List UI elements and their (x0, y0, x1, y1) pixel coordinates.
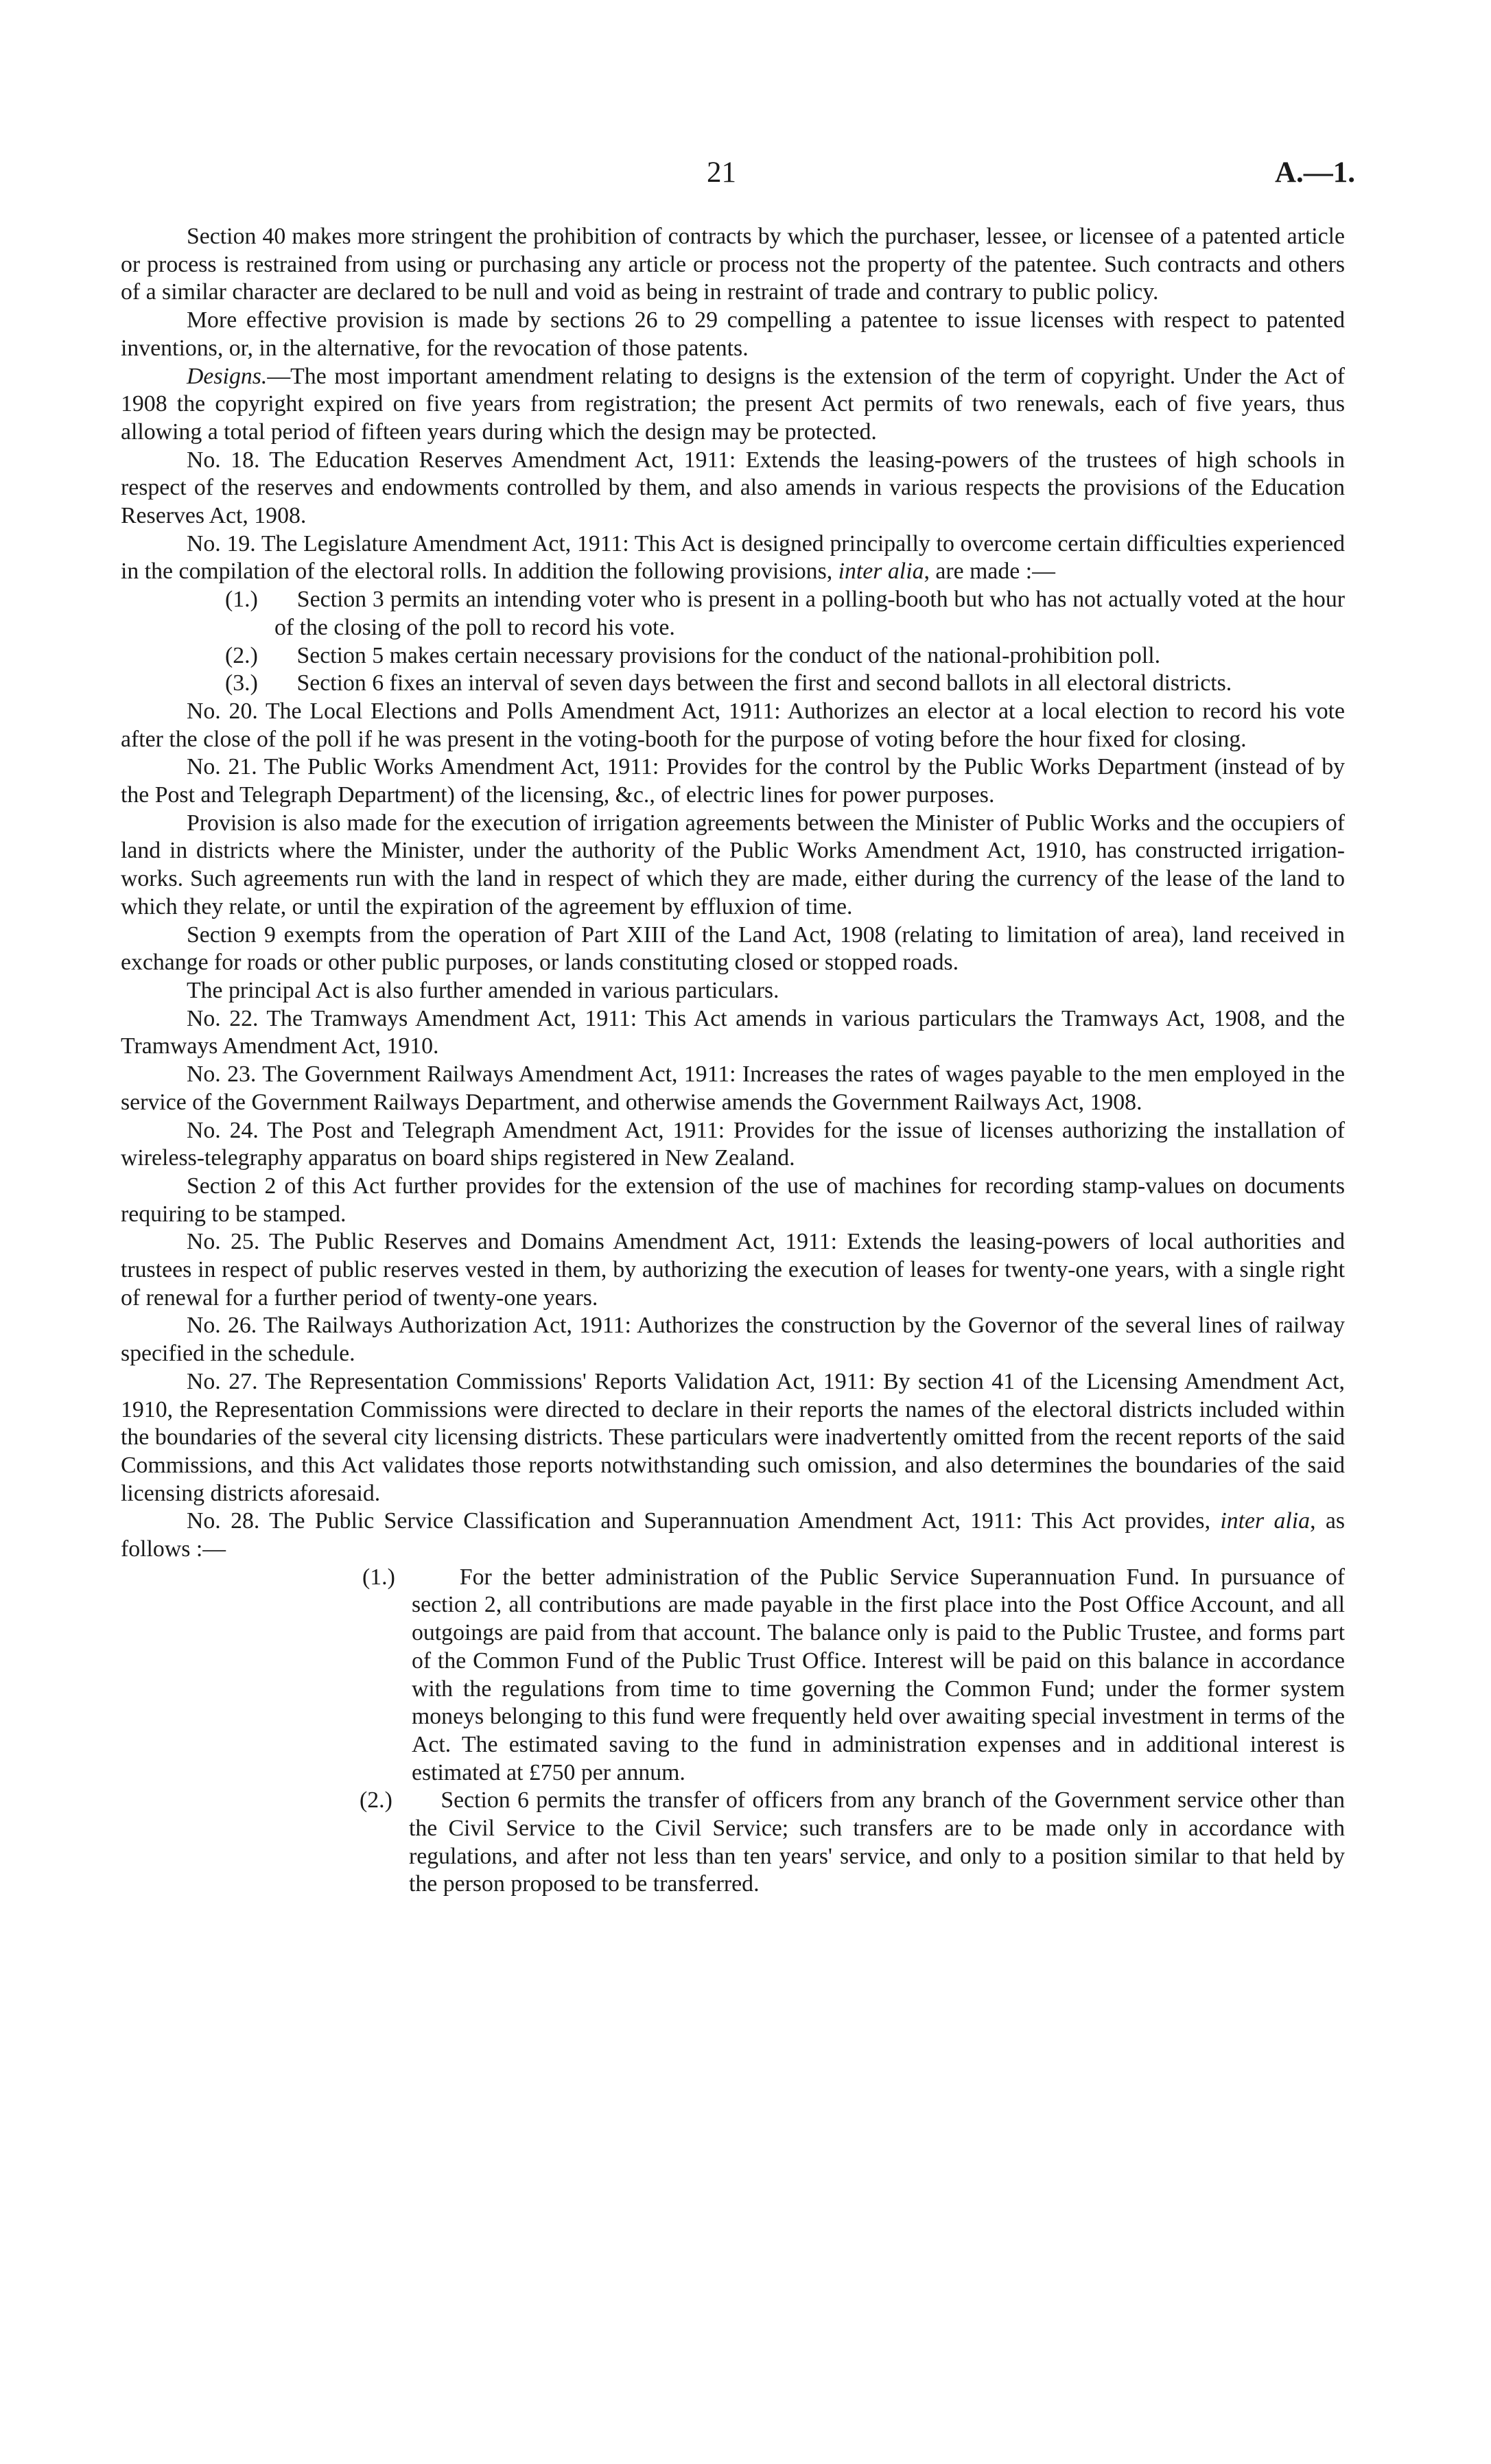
paragraph-act-28: No. 28. The Public Service Classification and Superannuation Amendment Act, 1911: This Act provides, inter alia, as follows :— (121, 1508, 1345, 1562)
page-number: 21 (707, 156, 736, 189)
paragraph-act-22: No. 22. The Tramways Amendment Act, 1911: This Act amends in various particulars the Tramways Act, 1908, and the Tramways Amendment Act, 1910. (121, 1005, 1345, 1059)
designs-heading: Designs. (187, 363, 268, 389)
list-item: (1.) For the better administration of the Public Service Superannuation Fund. In pursuance of section 2, all contributions are made payable in the first place into the Post Office Account, and all outgoings are paid from that account. The balance only is paid to the Public Trustee, and forms part of the Common Fund of the Public Trust Office. Interest will be paid on this balance in accordance with the regulations from time to time governing the Common Fund; under the former system moneys belonging to this fund were frequently held over awaiting special investment in terms of the Act. The estimated saving to the fund in administration expenses and in additional interest is estimated at £750 per annum. (362, 1564, 1345, 1785)
paragraph-act-19: No. 19. The Legislature Amendment Act, 1911: This Act is designed principally to overcome certain difficulties experienced in the compilation of the electoral rolls. In addition the following provisions, inter alia, are made :— (121, 530, 1345, 585)
page-header (0, 152, 1491, 193)
list-act-28 (121, 1564, 1345, 1899)
paragraph-licenses: More effective provision is made by sections 26 to 29 compelling a patentee to issue licenses with respect to patented inventions, or, in the alternative, for the revocation of those patents. (121, 307, 1345, 361)
list-item: (1.) Section 3 permits an intending voter who is present in a polling-booth but who has not actually voted at the hour of the closing of the poll to record his vote. (225, 587, 1345, 640)
paragraph-section-2-stamps: Section 2 of this Act further provides for the extension of the use of machines for recording stamp-values on documents requiring to be stamped. (121, 1173, 1345, 1227)
paragraph-irrigation: Provision is also made for the execution of irrigation agreements between the Minister of Public Works and the occupiers of land in districts where the Minister, under the authority of the Public Works Amendment Act, 1910, has constructed irrigation-works. Such agreements run with the land in respect of which they are made, either during the currency of the lease of the land to which they relate, or until the expiration of the agreement by effluxion of time. (121, 810, 1345, 919)
document-reference: A.—1. (1275, 156, 1356, 189)
list-item: (2.) Section 5 makes certain necessary provisions for the conduct of the national-prohibition poll. (225, 642, 1161, 668)
paragraph-act-24: No. 24. The Post and Telegraph Amendment Act, 1911: Provides for the issue of licenses authorizing the installation of wireless-telegraphy apparatus on board ships registered in New Zealand. (121, 1117, 1345, 1171)
document-body (121, 223, 1345, 1899)
paragraph-act-27: No. 27. The Representation Commissions' Reports Validation Act, 1911: By section 41 of the Licensing Amendment Act, 1910, the Representation Commissions were directed to declare in their reports the names of the electoral districts included within the boundaries of the several city licensing districts. These particulars were inadvertently omitted from the recent reports of the said Commissions, and this Act validates those reports notwithstanding such omission, and also determines the boundaries of the said licensing districts aforesaid. (121, 1368, 1345, 1506)
paragraph-section-9: Section 9 exempts from the operation of Part XIII of the Land Act, 1908 (relating to limitation of area), land received in exchange for roads or other public purposes, or lands constituting closed or stopped roads. (121, 922, 1345, 976)
paragraph-act-26: No. 26. The Railways Authorization Act, 1911: Authorizes the construction by the Governor of the several lines of railway specified in the schedule. (121, 1313, 1345, 1367)
paragraph-act-21: No. 21. The Public Works Amendment Act, 1911: Provides for the control by the Public Works Department (instead of by the Post and Telegraph Department) of the licensing, &c., of electric lines for power purposes. (121, 754, 1345, 808)
paragraph-principal-act: The principal Act is also further amended in various particulars. (187, 977, 779, 1003)
paragraph-act-23: No. 23. The Government Railways Amendment Act, 1911: Increases the rates of wages payable to the men employed in the service of the Government Railways Department, and otherwise amends the Government Railways Act, 1908. (121, 1061, 1345, 1115)
paragraph-section-40: Section 40 makes more stringent the prohibition of contracts by which the purchaser, lessee, or licensee of a patented article or process is restrained from using or purchasing any article or process not the property of the patentee. Such contracts and others of a similar character are declared to be null and void as being in restraint of trade and contrary to public policy. (121, 224, 1345, 305)
paragraph-designs: Designs.—The most important amendment relating to designs is the extension of the term of copyright. Under the Act of 1908 the copyright expired on five years from registration; the present Act permits of two renewals, each of five years, thus allowing a total period of fifteen years during which the design may be protected. (121, 363, 1345, 445)
list-act-19 (121, 586, 1345, 698)
paragraph-act-18: No. 18. The Education Reserves Amendment Act, 1911: Extends the leasing-powers of the trustees of high schools in respect of the reserves and endowments controlled by them, and also amends in various respects the provisions of the Education Reserves Act, 1908. (121, 447, 1345, 529)
paragraph-act-25: No. 25. The Public Reserves and Domains Amendment Act, 1911: Extends the leasing-powers of local authorities and trustees in respect of public reserves vested in them, by authorizing the execution of leases for twenty-one years, with a single right of renewal for a further period of twenty-one years. (121, 1229, 1345, 1311)
list-item: (3.) Section 6 fixes an interval of seven days between the first and second ballots in all electoral districts. (225, 670, 1232, 696)
list-item: (2.) Section 6 permits the transfer of officers from any branch of the Government service other than the Civil Service to the Civil Service; such transfers are to be made only in accordance with regulations, and after not less than ten years' service, and only to a position similar to that held by the person proposed to be transferred. (360, 1787, 1345, 1897)
paragraph-act-20: No. 20. The Local Elections and Polls Amendment Act, 1911: Authorizes an elector at a local election to record his vote after the close of the poll if he was present in the voting-booth for the purpose of voting before the hour fixed for closing. (121, 698, 1345, 752)
